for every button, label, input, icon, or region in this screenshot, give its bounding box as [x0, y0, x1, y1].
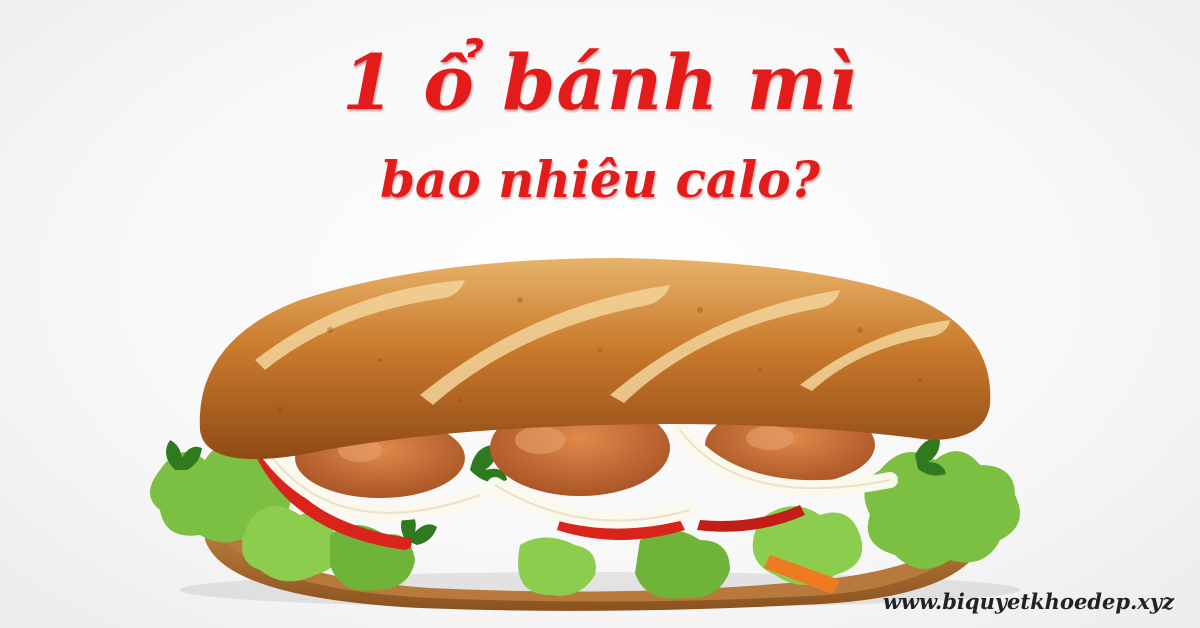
title-line-2: bao nhiêu calo?	[380, 150, 820, 209]
website-watermark: www.biquyetkhoedep.xyz	[882, 589, 1174, 614]
title-line-1: 1 ổ bánh mì	[341, 38, 859, 127]
